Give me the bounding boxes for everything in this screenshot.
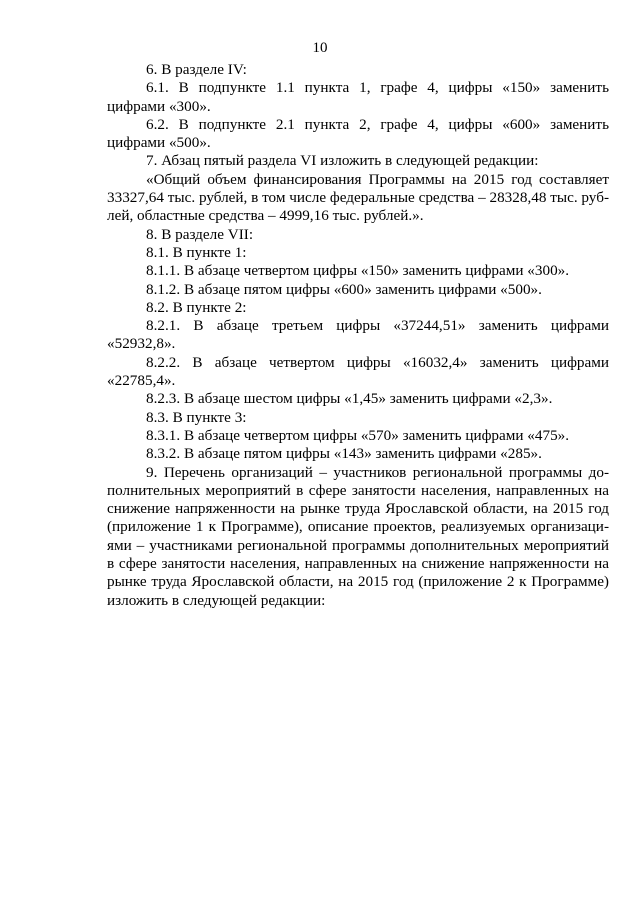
paragraph-6-2: 6.2. В подпункте 2.1 пункта 2, графе 4, цифры «600» заменить цифрами «500». bbox=[107, 115, 609, 152]
document-body bbox=[107, 61, 609, 610]
paragraph-8-3-2: 8.3.2. В абзаце пятом цифры «143» заменить цифрами «285». bbox=[146, 445, 542, 463]
paragraph-8-3-1: 8.3.1. В абзаце четвертом цифры «570» заменить цифрами «475». bbox=[146, 426, 570, 444]
paragraph-8-2: 8.2. В пункте 2: bbox=[146, 298, 247, 316]
paragraph-8-3: 8.3. В пункте 3: bbox=[146, 408, 247, 426]
paragraph-6-1: 6.1. В подпункте 1.1 пункта 1, графе 4, цифры «150» заменить цифрами «300». bbox=[107, 79, 609, 115]
paragraph-8: 8. В разделе VII: bbox=[146, 225, 254, 243]
paragraph-8-2-1: 8.2.1. В абзаце третьем цифры «37244,51» заменить цифрами «52932,8». bbox=[107, 317, 609, 353]
paragraph-8-2-2: 8.2.2. В абзаце четвертом цифры «16032,4» заменить цифрами «22785,4». bbox=[107, 353, 609, 390]
paragraph-8-1-1: 8.1.1. В абзаце четвертом цифры «150» заменить цифрами «300». bbox=[146, 262, 570, 280]
page-number: 10 bbox=[312, 40, 328, 56]
paragraph-7: 7. Абзац пятый раздела VI изложить в следующей редакции: bbox=[146, 152, 539, 170]
paragraph-9: 9. Перечень организаций – участников региональной программы дополнительных мероприятий в сфере занятости населения, направленных на снижение напряженности на рынке труда Ярославской области, на 2015 год (приложение 1 к Программе), описание проектов, реализуемых организациями – участниками региональной программы дополнительных мероприятий в сфере занятости населения, направленных на снижение напряженности на рынке труда Ярославской области, на 2015 год (приложение 2 к Программе) изложить в следующей редакции: bbox=[107, 463, 609, 609]
paragraph-8-2-3: 8.2.3. В абзаце шестом цифры «1,45» заменить цифрами «2,3». bbox=[146, 390, 553, 408]
paragraph-6: 6. В разделе IV: bbox=[146, 61, 247, 78]
paragraph-8-1-2: 8.1.2. В абзаце пятом цифры «600» заменить цифрами «500». bbox=[146, 280, 542, 298]
paragraph-8-1: 8.1. В пункте 1: bbox=[146, 243, 247, 261]
paragraph-7-quote: «Общий объем финансирования Программы на 2015 год составляет 33327,64 тыс. рублей, в том числе федеральные средства – 28328,48 тыс. рублей, областные средства – 4999,16 тыс. рублей.». bbox=[107, 170, 609, 225]
